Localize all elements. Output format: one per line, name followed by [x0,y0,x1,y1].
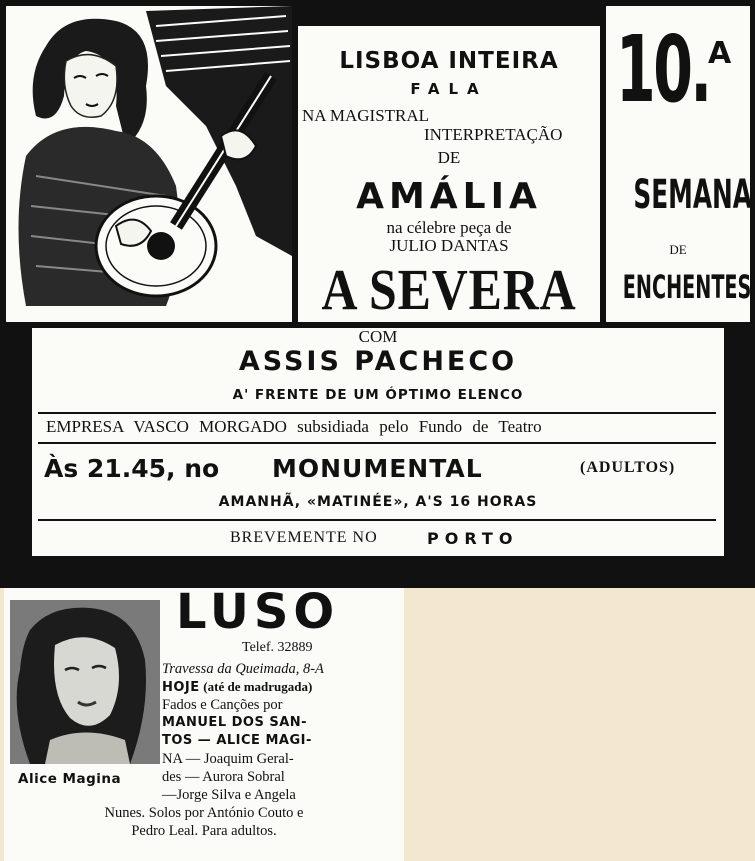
venue-name: MONUMENTAL [272,454,483,483]
rating-text: (ADULTOS) [580,459,676,476]
divider [38,412,716,414]
address: Travessa da Queimada, 8-A [162,661,324,677]
author-name: JULIO DANTAS [389,236,509,255]
com-text: COM [358,327,398,346]
body-line: Pedro Leal. Para adultos. [131,823,277,839]
week-label: SEMANA [633,172,752,218]
luso-advertisement [4,584,404,861]
play-title: A SEVERA [321,257,577,322]
week-suffix: A [708,36,732,71]
body-line: Nunes. Solos por António Couto e [104,805,304,821]
star-name: AMÁLIA [356,176,542,217]
portrait-image [10,600,160,764]
body-line: Fados e Canções por [162,697,283,713]
porto-text: PORTO [427,529,519,548]
week-enchentes: ENCHENTES [622,268,752,306]
photo-caption: Alice Magina [18,771,122,787]
divider [38,442,716,444]
magistral-text: NA MAGISTRAL [302,106,430,125]
week-counter [606,6,750,322]
elenco-text: A' FRENTE DE UM ÓPTIMO ELENCO [232,387,524,403]
hoje-text: HOJE [162,680,200,695]
body-line: NA — Joaquim Geral- [162,751,294,767]
body-line: TOS — ALICE MAGI- [162,733,312,748]
matinee-text: AMANHÃ, «MATINÉE», A'S 16 HORAS [218,494,538,510]
telephone: Telef. 32889 [242,640,313,655]
hoje-line [162,678,312,697]
week-number: 10. [616,16,710,123]
empresa-text: EMPRESA VASCO MORGADO subsidiada pelo Fundo de Teatro [46,417,542,436]
brevemente-text: BREVEMENTE NO [230,529,378,546]
celebre-text: na célebre peça de [386,218,512,237]
fala-text: FALA [410,80,488,98]
body-line: —Jorge Silva e Angela [162,787,296,803]
madrugada-text: (até de madrugada) [203,679,313,694]
body-line: MANUEL DOS SAN- [162,715,308,730]
body-line: des — Aurora Sobral [162,769,285,785]
divider [38,519,716,521]
week-de: DE [669,242,687,257]
play-announcement [298,26,600,322]
interpretacao-text: INTERPRETAÇÃO [424,125,563,144]
headline: LISBOA INTEIRA [339,48,559,74]
cast-and-showtimes [32,328,724,556]
luso-name: LUSO [176,584,340,640]
de-text: DE [437,148,461,167]
amalia-illustration [6,6,292,322]
showtime-text: Às 21.45, no [44,454,220,483]
alice-magina-photo [10,600,160,764]
singer-with-guitar-drawing [6,6,292,322]
costar-name: ASSIS PACHECO [238,346,518,377]
